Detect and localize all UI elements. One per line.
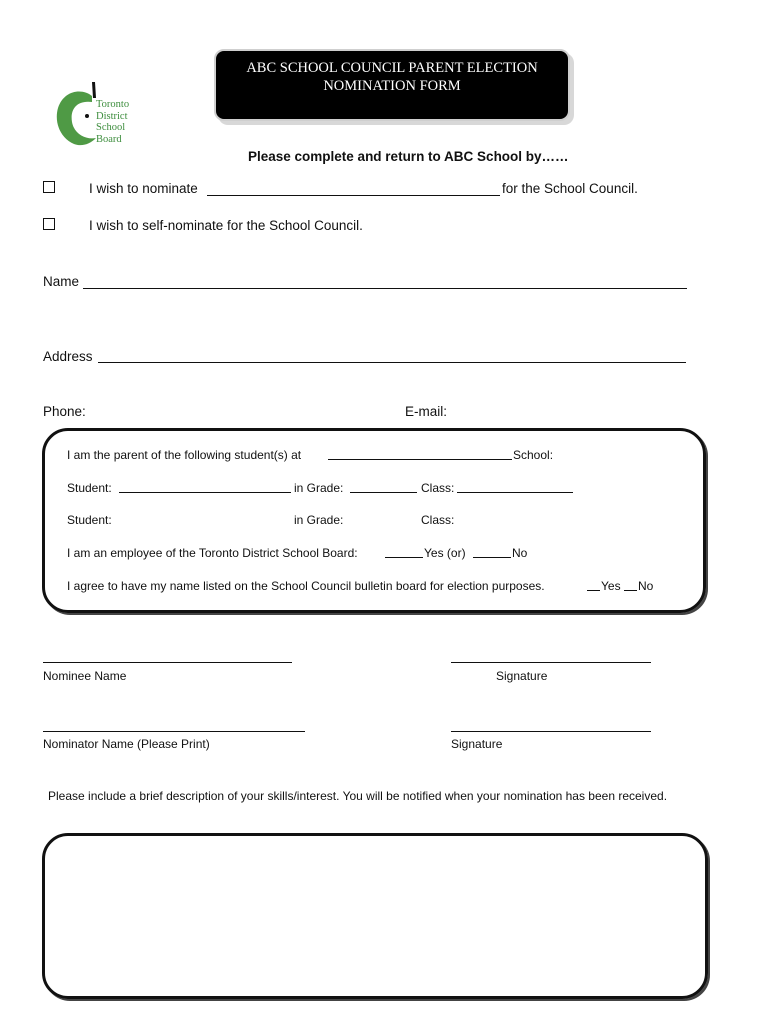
nominate-suffix: for the School Council.: [502, 181, 638, 196]
student-1-field[interactable]: [119, 492, 291, 493]
employee-no-label: No: [512, 546, 528, 560]
address-field[interactable]: [98, 362, 686, 363]
student-2-label: Student:: [67, 513, 112, 527]
tdsb-apple-logo-icon: [52, 78, 100, 148]
parent-line-label: I am the parent of the following student(s) at: [67, 448, 302, 462]
self-nominate-label: I wish to self-nominate for the School Council.: [89, 218, 363, 233]
nominate-checkbox[interactable]: [43, 181, 55, 193]
nominee-name-label: Nominee Name: [43, 669, 127, 683]
title-line-2: NOMINATION FORM: [323, 78, 461, 94]
logo-line-2: District: [96, 110, 128, 122]
nominee-signature-label: Signature: [496, 669, 548, 683]
agree-yes-blank[interactable]: [587, 590, 600, 591]
email-label: E-mail:: [405, 404, 448, 419]
nominate-label: I wish to nominate: [89, 181, 198, 196]
logo-line-1: Toronto: [96, 99, 130, 110]
address-label: Address: [43, 349, 93, 364]
class-2-label: Class:: [421, 513, 455, 527]
employee-no-blank[interactable]: [473, 557, 511, 558]
self-nominate-checkbox[interactable]: [43, 218, 55, 230]
school-name-field[interactable]: [328, 459, 512, 460]
employee-yes-label: Yes (or): [424, 546, 466, 560]
title-line-1: ABC SCHOOL COUNCIL PARENT ELECTION: [246, 60, 538, 76]
nominee-name-field[interactable]: [43, 662, 292, 663]
employee-yes-blank[interactable]: [385, 557, 423, 558]
agree-yes-label: Yes: [601, 579, 621, 593]
tdsb-logo-text: [96, 99, 129, 145]
agree-no-blank[interactable]: [624, 590, 637, 591]
agree-label: I agree to have my name listed on the School Council bulletin board for election purposes.: [67, 579, 545, 593]
description-prompt: Please include a brief description of your skills/interest. You will be notified when your nomination has been received.: [48, 789, 668, 803]
employee-label: I am an employee of the Toronto District School Board:: [67, 546, 358, 560]
logo-line-4: Board: [96, 133, 122, 145]
name-label: Name: [43, 274, 80, 289]
description-box[interactable]: [42, 833, 708, 999]
agree-no-label: No: [638, 579, 654, 593]
name-field[interactable]: [83, 288, 687, 289]
nominator-name-field[interactable]: [43, 731, 305, 732]
logo-line-3: School: [96, 122, 126, 133]
phone-label: Phone:: [43, 404, 86, 419]
class-1-label: Class:: [421, 481, 455, 495]
nominator-signature-label: Signature: [451, 737, 503, 751]
nominator-name-label: Nominator Name (Please Print): [43, 737, 210, 751]
school-label: School:: [513, 448, 554, 462]
form-title: [214, 49, 570, 121]
grade-2-label: in Grade:: [294, 513, 344, 527]
grade-1-label: in Grade:: [294, 481, 344, 495]
student-1-label: Student:: [67, 481, 112, 495]
instruction-text: Please complete and return to ABC School by……: [248, 149, 569, 164]
class-1-field[interactable]: [457, 492, 573, 493]
nominee-blank[interactable]: [207, 195, 500, 196]
nominator-signature-field[interactable]: [451, 731, 651, 732]
nominee-signature-field[interactable]: [451, 662, 651, 663]
grade-1-field[interactable]: [350, 492, 417, 493]
